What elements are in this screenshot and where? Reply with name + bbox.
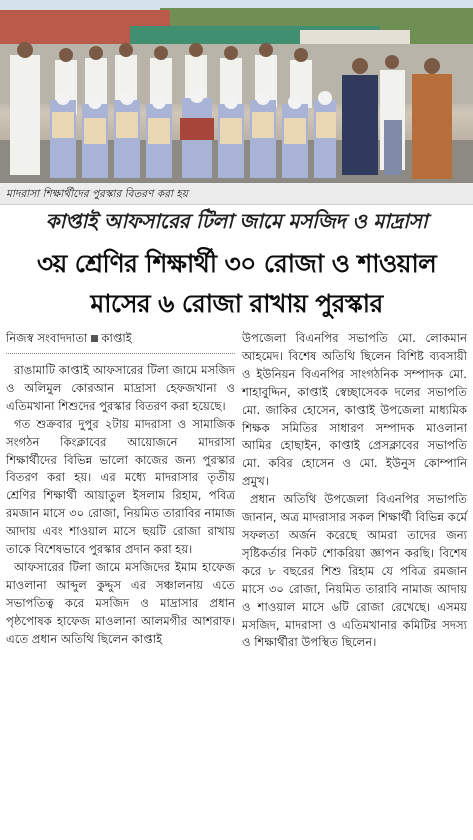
body-paragraph: গত শুক্রবার দুপুর ২টায় মাদরাসা ও সামাজিক সংগঠন কিংক্লাবের আয়োজনে মাদরাসা শিক্ষার্থীদের বিভিন্ন ভালো কাজের জন্য পুরস্কার বিতরণ করা হয়। এর মধ্যে মাদরাসার তৃতীয় শ্রেণির শিক্ষার্থী আয়াতুল ইসলাম রিহাম, পবিত্র রমজান মাসে ৩০ রোজা, নিয়মিত তারাবির নামাজ আদায় এবং শাওয়াল মাসে ছয়টি রোজা রাখায় তাকে বিশেষভাবে পুরস্কার প্রদান করা হয়। [6, 416, 235, 557]
article-photo [0, 0, 473, 183]
byline-divider [6, 353, 235, 354]
article-column-right [242, 330, 467, 652]
article-headline [0, 244, 473, 324]
body-paragraph: আফসারের টিলা জামে মসজিদের ইমাম হাফেজ মাওলানা আব্দুল কুদ্দুস এর সঞ্চালনায় এতে সভাপতিত্ব করে মসজিদ ও মাদ্রাসার প্রধান পৃষ্ঠপোষক হাফেজ মাওলানা আলমগীর আশরাফ। এতে প্রধান অতিথি ছিলেন কাপ্তাই [6, 559, 235, 646]
group-photo-illustration [0, 0, 473, 183]
headline-line-1: ৩য় শ্রেণির শিক্ষার্থী ৩০ রোজা ও শাওয়াল [36, 249, 437, 278]
article-kicker: কাপ্তাই আফসারের টিলা জামে মসজিদ ও মাদ্রাসা [45, 209, 428, 233]
body-paragraph: রাঙামাটি কাপ্তাই আফসারের টিলা জামে মসজিদ ও অলিমুল কোরআন মাদ্রাসা হেফজখানা ও এতিমখানা শিশুদের পুরস্কার বিতরণ করা হয়েছে। [6, 363, 235, 413]
byline-reporter: নিজস্ব সংবাদদাতা [6, 331, 88, 345]
body-paragraph: উপজেলা বিএনপির সভাপতি মো. লোকমান আহমেদ। বিশেষ অতিথি ছিলেন বিশিষ্ট ব্যবসায়ী ও ইউনিয়ন বিএনপির সাংগঠনিক সম্পাদক মো. শাহাবুদ্দিন, কাপ্তাই স্বেচ্ছাসেবক দলের সভাপতি মো. জাকির হোসেন, কাপ্তাই উপজেলা মাধ্যমিক শিক্ষক সমিতির সাধারণ সম্পাদক মাওলানা আমির হোছাইন, কাপ্তাই প্রেসক্লাবের সভাপতি মো. কবির হোসেন ও মো. ইউনুস কোম্পানি প্রমুখ। [242, 331, 467, 489]
article-column-left [6, 330, 235, 649]
byline [6, 330, 235, 347]
headline-line-2: মাসের ৬ রোজা রাখায় পুরস্কার [90, 289, 383, 318]
body-paragraph: প্রধান অতিথি উপজেলা বিএনপির সভাপতি জানান, অত্র মাদরাসার সকল শিক্ষার্থী বিভিন্ন কর্মে সফলতা অর্জন করেছে আমরা তাদের জন্য সৃষ্টিকর্তার নিকট শোকরিয়া জ্ঞাপন করছি। বিশেষ করে ৮ বছরের শিশু রিহাম যে পবিত্র রমজান মাসে ৩০ রোজা, নিয়মিত তারাবি নামাজ আদায় ও শাওয়াল মাসে ৬টি রোজা রেখেছে। এসময় মসজিদ, মাদরাসা ও এতিমখানার কমিটির সদস্য ও শিক্ষার্থীরা উপস্থিত ছিলেন। [242, 492, 467, 650]
byline-place: কাপ্তাই [101, 331, 132, 345]
square-bullet-icon [91, 335, 98, 342]
photo-caption: মাদরাসা শিক্ষার্থীদের পুরস্কার বিতরণ করা হয় [0, 183, 473, 205]
